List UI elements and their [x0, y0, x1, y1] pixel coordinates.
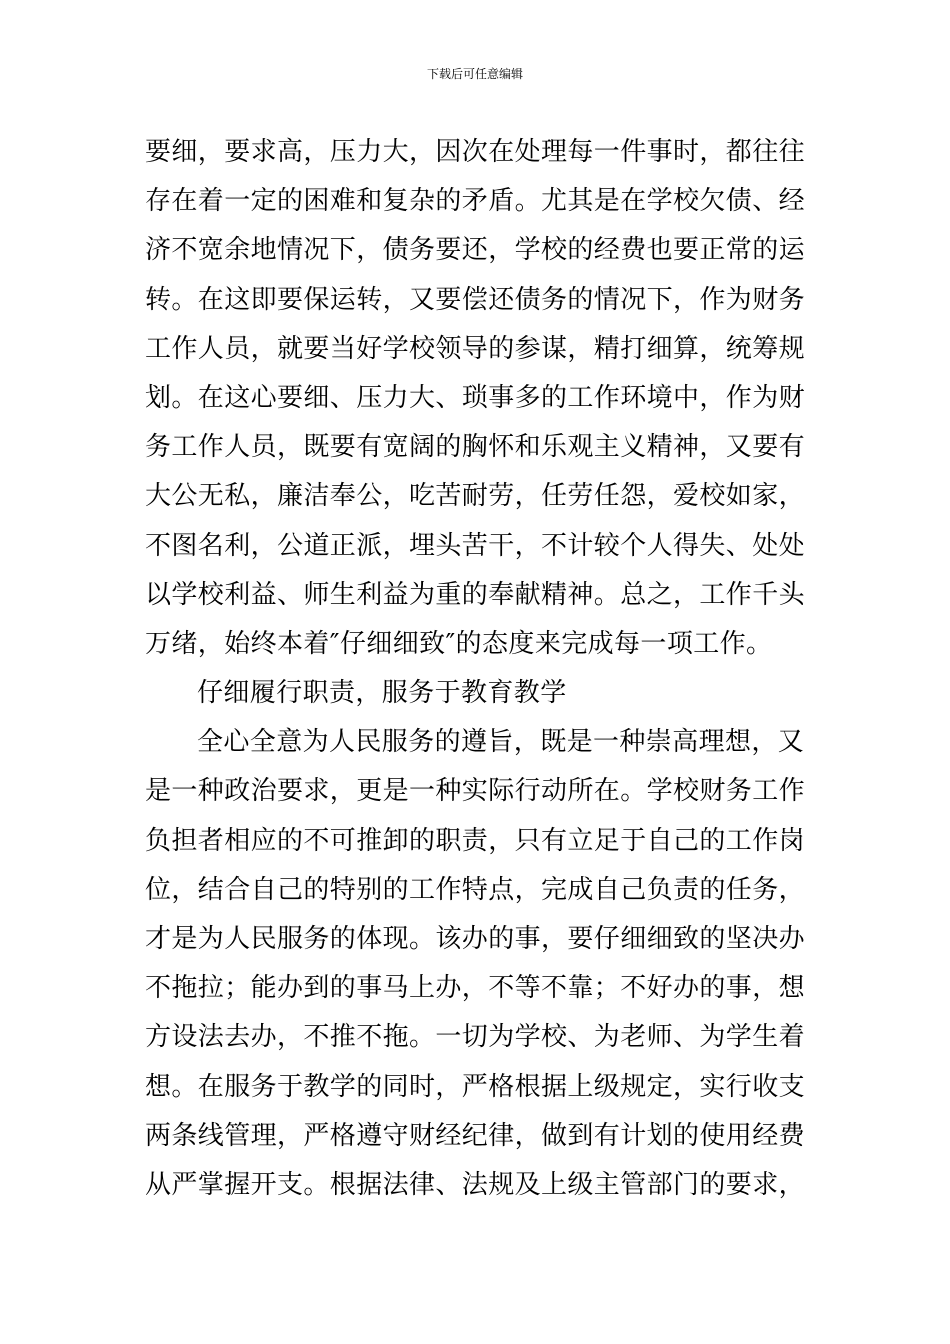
text-line: 存在着一定的困难和复杂的矛盾。尤其是在学校欠债、经 — [145, 186, 806, 217]
text-line: 济不宽余地情况下，债务要还，学校的经费也要正常的运 — [145, 235, 806, 266]
text-line: 才是为人民服务的体现。该办的事，要仔细细致的坚决办 — [145, 924, 806, 954]
document-body — [145, 128, 810, 1210]
text-line: 转。在这即要保运转，又要偿还债务的情况下，作为财务 — [145, 284, 806, 315]
text-line: 不拖拉；能办到的事马上办，不等不靠；不好办的事，想 — [145, 973, 806, 1004]
text-line: 从严掌握开支。根据法律、法规及上级主管部门的要求， — [145, 1169, 806, 1200]
text-line: 不图名利，公道正派，埋头苦干，不计较个人得失、处处 — [145, 530, 806, 561]
text-line: 要细，要求高，压力大，因次在处理每一件事时，都往往 — [145, 137, 806, 167]
text-line: 位，结合自己的特别的工作特点，完成自己负责的任务， — [145, 874, 806, 905]
page-header: 下载后可任意编辑 — [426, 67, 523, 81]
text-line: 大公无私，廉洁奉公，吃苦耐劳，任劳任怨，爱校如家， — [145, 481, 806, 512]
text-line: 工作人员，就要当好学校领导的参谋，精打细算，统筹规 — [145, 333, 806, 364]
text-line: 务工作人员，既要有宽阔的胸怀和乐观主义精神，又要有 — [145, 432, 806, 463]
section-heading: 仔细履行职责，服务于教育教学 — [197, 678, 567, 709]
text-line: 两条线管理，严格遵守财经纪律，做到有计划的使用经费 — [145, 1120, 806, 1151]
text-line: 方设法去办，不推不拖。一切为学校、为老师、为学生着 — [145, 1022, 806, 1053]
text-line: 想。在服务于教学的同时，严格根据上级规定，实行收支 — [145, 1071, 806, 1102]
text-line: 划。在这心要细、压力大、琐事多的工作环境中，作为财 — [145, 382, 806, 413]
text-line: 是一种政治要求，更是一种实际行动所在。学校财务工作 — [145, 776, 806, 807]
text-line: 万绪，始终本着″仔细细致″的态度来完成每一项工作。 — [145, 628, 773, 659]
text-line: 以学校利益、师生利益为重的奉献精神。总之，工作千头 — [145, 579, 806, 610]
paragraph-start-line: 全心全意为人民服务的遵旨，既是一种崇高理想，又 — [197, 727, 805, 758]
text-line: 负担者相应的不可推卸的职责，只有立足于自己的工作岗 — [145, 825, 806, 856]
